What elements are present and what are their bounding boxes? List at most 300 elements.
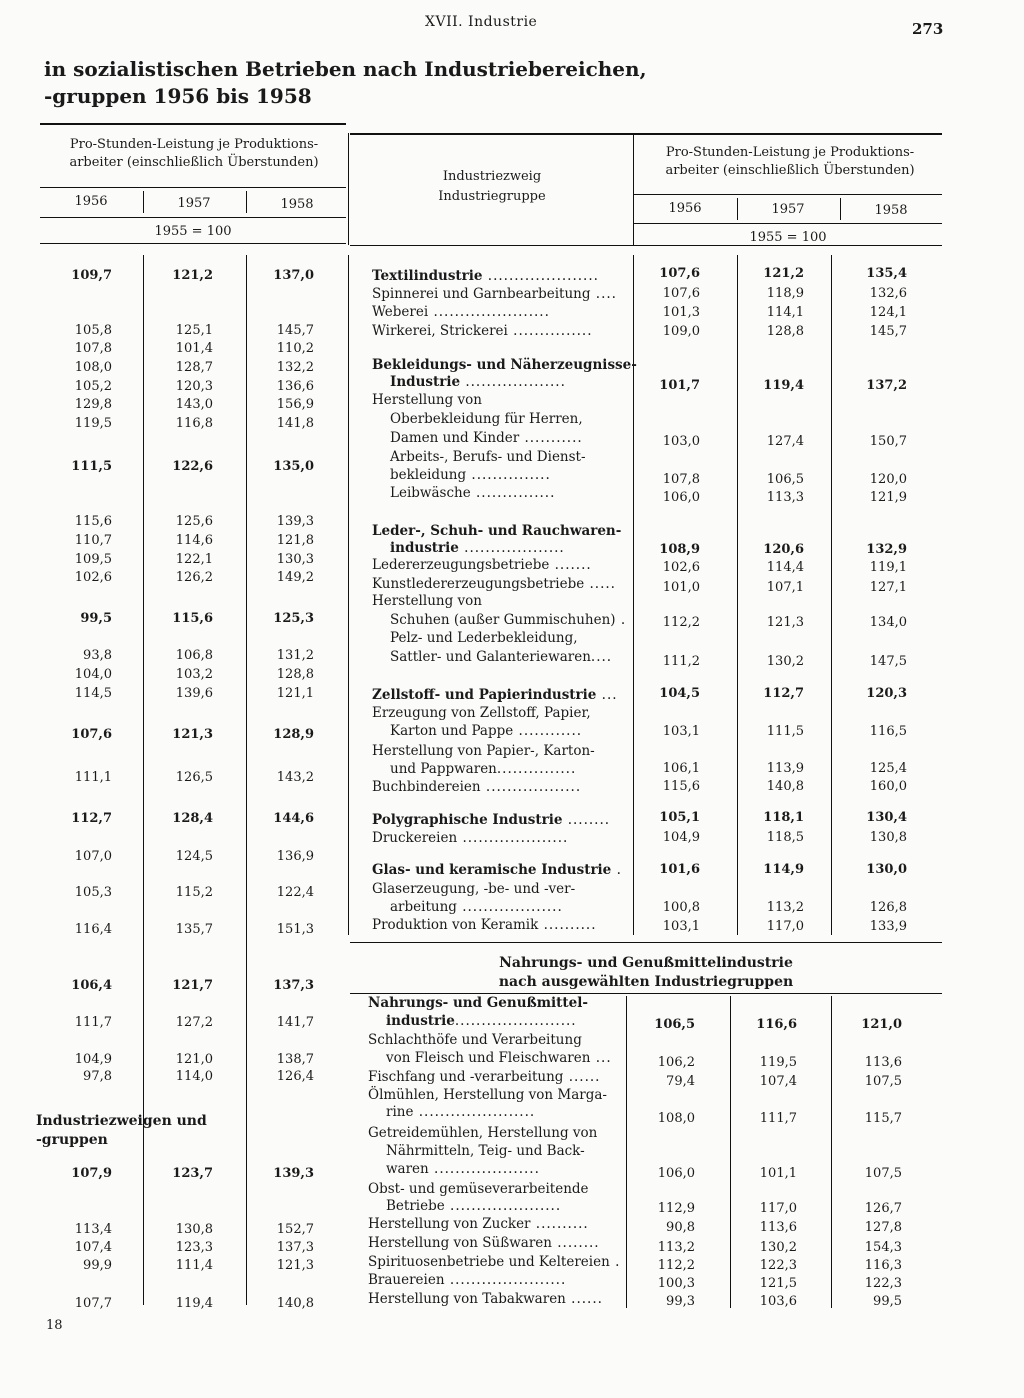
value-cell-1957: 123,7 — [172, 1166, 213, 1181]
value-cell-1956: 102,6 — [74, 570, 112, 585]
food-branch-label — [386, 1013, 577, 1029]
footnote-number: 18 — [46, 1318, 63, 1333]
value-cell-1956: 112,7 — [71, 811, 112, 826]
value-cell-1957: 113,3 — [766, 490, 804, 505]
value-cell-1956: 106,4 — [71, 978, 112, 993]
value-cell-1956: 114,5 — [74, 686, 112, 701]
value-cell-1956: 106,5 — [654, 1017, 695, 1032]
value-cell-1957: 119,5 — [759, 1055, 797, 1070]
left-year-1956: 1956 — [74, 194, 108, 209]
value-cell-1958: 140,8 — [276, 1296, 314, 1311]
value-cell-1957: 122,6 — [172, 459, 213, 474]
value-cell-1957: 114,1 — [766, 305, 804, 320]
leader-dots: .... — [590, 649, 613, 665]
value-cell-1957: 127,4 — [766, 434, 804, 449]
row-label-text: industrie — [386, 1013, 455, 1029]
right-column-heading: Pro-Stunden-Leistung je Produktions- arbeiter (einschließlich Überstunden) — [665, 145, 915, 178]
value-cell-1956: 105,1 — [659, 810, 700, 825]
value-cell-1957: 130,8 — [175, 1222, 213, 1237]
leader-dots: . — [615, 612, 627, 628]
left-base-year: 1955 = 100 — [154, 224, 232, 239]
branch-label — [372, 392, 482, 408]
value-cell-1958: 128,8 — [276, 667, 314, 682]
value-cell-1956: 129,8 — [74, 397, 112, 412]
row-label-text: waren — [386, 1161, 429, 1177]
branch-label — [390, 723, 582, 739]
food-branch-label — [368, 1291, 603, 1307]
branch-label — [390, 630, 578, 646]
value-cell-1958: 156,9 — [276, 397, 314, 412]
value-cell-1958: 130,3 — [276, 552, 314, 567]
value-cell-1958: 116,3 — [864, 1258, 902, 1273]
value-cell-1956: 108,0 — [657, 1111, 695, 1126]
value-cell-1956: 108,0 — [74, 360, 112, 375]
food-divider — [831, 996, 832, 1308]
value-cell-1958: 107,5 — [864, 1074, 902, 1089]
value-cell-1958: 132,2 — [276, 360, 314, 375]
leader-dots: ... — [596, 687, 618, 703]
value-cell-1957: 118,1 — [763, 810, 804, 825]
right-year-divider — [737, 198, 738, 220]
row-label-text: Schuhen (außer Gummischuhen) — [390, 612, 616, 628]
branch-label — [372, 862, 622, 878]
leader-dots: ...................... — [444, 1272, 567, 1288]
value-cell-1957: 125,1 — [175, 323, 213, 338]
value-cell-1957: 115,6 — [172, 611, 213, 626]
row-label-text: Nährmitteln, Teig- und Back- — [386, 1143, 585, 1159]
row-label-text: industrie — [390, 540, 459, 556]
value-cell-1956: 99,3 — [666, 1294, 695, 1309]
value-cell-1956: 99,9 — [83, 1258, 112, 1273]
value-cell-1958: 135,0 — [273, 459, 314, 474]
leader-dots: ........ — [562, 812, 611, 828]
page-title-line2: -gruppen 1956 bis 1958 — [44, 84, 312, 108]
food-branch-label — [386, 1198, 561, 1214]
value-cell-1957: 101,1 — [759, 1166, 797, 1181]
row-label-text: Leder-, Schuh- und Rauchwaren- — [372, 523, 622, 539]
value-cell-1958: 125,3 — [273, 611, 314, 626]
value-cell-1958: 136,6 — [276, 379, 314, 394]
leader-dots: .................. — [480, 779, 582, 795]
left-section-heading-line1: Industriezweigen und — [36, 1113, 207, 1129]
food-heading-rule — [350, 993, 942, 994]
branch-label — [372, 357, 637, 373]
branch-label — [372, 779, 581, 795]
value-cell-1957: 121,3 — [766, 615, 804, 630]
value-cell-1958: 115,7 — [864, 1111, 902, 1126]
food-branch-label — [368, 1087, 607, 1103]
value-cell-1958: 126,7 — [864, 1201, 902, 1216]
value-cell-1956: 107,4 — [74, 1240, 112, 1255]
row-label-text: Textilindustrie — [372, 268, 483, 284]
value-cell-1956: 105,3 — [74, 885, 112, 900]
value-cell-1958: 136,9 — [276, 849, 314, 864]
value-cell-1956: 106,0 — [662, 490, 700, 505]
leader-dots: .................... — [457, 830, 569, 846]
value-cell-1957: 121,0 — [175, 1052, 213, 1067]
value-cell-1956: 115,6 — [662, 779, 700, 794]
branch-label — [390, 430, 583, 446]
value-cell-1957: 113,6 — [759, 1220, 797, 1235]
right-year-1957: 1957 — [771, 202, 805, 217]
row-label-text: Herstellung von Papier-, Karton- — [372, 743, 595, 759]
value-cell-1956: 104,5 — [659, 686, 700, 701]
value-cell-1956: 110,7 — [74, 533, 112, 548]
value-cell-1957: 127,2 — [175, 1015, 213, 1030]
value-cell-1958: 126,4 — [276, 1069, 314, 1084]
food-divider — [626, 996, 627, 1308]
value-cell-1956: 105,2 — [74, 379, 112, 394]
value-cell-1957: 126,5 — [175, 770, 213, 785]
leader-dots: .......... — [538, 917, 597, 933]
right-base-year: 1955 = 100 — [749, 230, 827, 245]
left-header-bottom-rule — [40, 243, 346, 244]
value-cell-1958: 125,4 — [869, 761, 907, 776]
row-label-text: Pelz- und Lederbekleidung, — [390, 630, 578, 646]
value-cell-1956: 79,4 — [666, 1074, 695, 1089]
row-label-text: Wirkerei, Strickerei — [372, 323, 508, 339]
leader-dots: ................... — [458, 540, 565, 556]
value-cell-1957: 117,0 — [766, 919, 804, 934]
row-label-text: Glaserzeugung, -be- und -ver- — [372, 881, 576, 897]
value-cell-1957: 128,7 — [175, 360, 213, 375]
row-label-text: Herstellung von Zucker — [368, 1216, 531, 1232]
value-cell-1958: 122,4 — [276, 885, 314, 900]
value-cell-1956: 107,6 — [659, 266, 700, 281]
value-cell-1957: 106,5 — [766, 472, 804, 487]
right-top-rule — [350, 133, 942, 135]
value-cell-1957: 121,2 — [172, 268, 213, 283]
branch-label — [390, 649, 612, 665]
value-cell-1958: 139,3 — [276, 514, 314, 529]
value-cell-1957: 103,2 — [175, 667, 213, 682]
branch-heading-line2: Industriegruppe — [438, 189, 546, 204]
value-cell-1957: 103,6 — [759, 1294, 797, 1309]
row-label-text: Polygraphische Industrie — [372, 812, 563, 828]
branch-label — [390, 485, 555, 501]
value-cell-1958: 145,7 — [869, 324, 907, 339]
row-label-text: Bekleidungs- und Näherzeugnisse- — [372, 357, 637, 373]
value-cell-1956: 112,2 — [662, 615, 700, 630]
leader-dots: ...... — [565, 1291, 603, 1307]
left-year-1958: 1958 — [280, 197, 314, 212]
page-title-line1: in sozialistischen Betrieben nach Industriebereichen, — [44, 57, 647, 81]
row-label-text: und Pappwaren — [390, 761, 497, 777]
value-cell-1958: 121,9 — [869, 490, 907, 505]
value-cell-1958: 141,7 — [276, 1015, 314, 1030]
value-cell-1957: 107,1 — [766, 580, 804, 595]
value-cell-1956: 107,0 — [74, 849, 112, 864]
row-label-text: Ledererzeugungsbetriebe — [372, 557, 550, 573]
value-cell-1956: 90,8 — [666, 1220, 695, 1235]
value-cell-1956: 112,9 — [657, 1201, 695, 1216]
value-cell-1957: 115,2 — [175, 885, 213, 900]
food-branch-label — [368, 1125, 597, 1141]
row-label-text: Damen und Kinder — [390, 430, 520, 446]
left-top-rule — [40, 123, 346, 125]
value-cell-1958: 152,7 — [276, 1222, 314, 1237]
value-cell-1957: 124,5 — [175, 849, 213, 864]
leader-dots: ...................... — [413, 1104, 536, 1120]
value-cell-1956: 104,9 — [662, 830, 700, 845]
leader-dots: .................... — [428, 1161, 540, 1177]
value-cell-1956: 101,6 — [659, 862, 700, 877]
value-cell-1958: 126,8 — [869, 900, 907, 915]
value-cell-1958: 116,5 — [869, 724, 907, 739]
branch-label — [372, 523, 621, 539]
branch-label — [372, 705, 591, 721]
value-cell-1957: 107,4 — [759, 1074, 797, 1089]
right-branch-divider — [633, 133, 634, 245]
value-cell-1957: 111,7 — [759, 1111, 797, 1126]
value-cell-1958: 132,6 — [869, 286, 907, 301]
value-cell-1957: 111,5 — [766, 724, 804, 739]
value-cell-1958: 127,8 — [864, 1220, 902, 1235]
value-cell-1957: 113,9 — [766, 761, 804, 776]
value-cell-1956: 101,0 — [662, 580, 700, 595]
value-cell-1957: 113,2 — [766, 900, 804, 915]
leader-dots: ..................... — [444, 1198, 562, 1214]
food-branch-label — [368, 1272, 566, 1288]
leader-dots: .... — [590, 286, 617, 302]
leader-dots: ... — [590, 1050, 612, 1066]
leader-dots: ..... — [584, 576, 616, 592]
value-cell-1957: 121,7 — [172, 978, 213, 993]
value-cell-1957: 112,7 — [763, 686, 804, 701]
row-label-text: Herstellung von Süßwaren — [368, 1235, 552, 1251]
value-cell-1958: 113,6 — [864, 1055, 902, 1070]
left-year-divider — [246, 191, 247, 213]
value-cell-1958: 121,8 — [276, 533, 314, 548]
branch-label — [390, 467, 551, 483]
value-cell-1958: 138,7 — [276, 1052, 314, 1067]
value-cell-1958: 131,2 — [276, 648, 314, 663]
branch-label — [372, 286, 617, 302]
value-cell-1958: 132,9 — [866, 542, 907, 557]
branch-label — [390, 612, 626, 628]
food-branch-label — [386, 1143, 585, 1159]
leader-dots: ...... — [563, 1069, 601, 1085]
value-cell-1957: 135,7 — [175, 922, 213, 937]
value-cell-1956: 107,8 — [662, 472, 700, 487]
value-cell-1957: 114,6 — [175, 533, 213, 548]
row-label-text: Fischfang und -verarbeitung — [368, 1069, 564, 1085]
value-cell-1958: 143,2 — [276, 770, 314, 785]
value-cell-1957: 111,4 — [175, 1258, 213, 1273]
value-cell-1958: 137,0 — [273, 268, 314, 283]
value-cell-1956: 101,7 — [659, 378, 700, 393]
left-col-divider — [143, 255, 144, 1305]
branch-label — [372, 812, 610, 828]
value-cell-1956: 104,0 — [74, 667, 112, 682]
value-cell-1957: 122,3 — [759, 1258, 797, 1273]
value-cell-1958: 130,8 — [869, 830, 907, 845]
left-column-heading: Pro-Stunden-Leistung je Produktions- arbeiter (einschließlich Überstunden) — [69, 137, 319, 170]
value-cell-1956: 109,0 — [662, 324, 700, 339]
value-cell-1958: 130,0 — [866, 862, 907, 877]
leader-dots: .......... — [530, 1216, 589, 1232]
row-label-text: Herstellung von — [372, 392, 482, 408]
value-cell-1957: 119,4 — [763, 378, 804, 393]
row-label-text: Spinnerei und Garnbearbeitung — [372, 286, 591, 302]
value-cell-1957: 114,4 — [766, 560, 804, 575]
value-cell-1957: 120,6 — [763, 542, 804, 557]
leader-dots: ............... — [496, 761, 577, 777]
value-cell-1958: 121,0 — [861, 1017, 902, 1032]
food-branch-label — [386, 1104, 535, 1120]
leader-dots: ................... — [456, 899, 563, 915]
row-label-text: Getreidemühlen, Herstellung von — [368, 1125, 598, 1141]
right-header-bottom-rule — [350, 245, 942, 246]
value-cell-1957: 101,4 — [175, 341, 213, 356]
value-cell-1956: 107,6 — [71, 727, 112, 742]
row-label-text: Produktion von Keramik — [372, 917, 539, 933]
value-cell-1957: 121,3 — [172, 727, 213, 742]
row-label-text: rine — [386, 1104, 414, 1120]
value-cell-1956: 109,5 — [74, 552, 112, 567]
value-cell-1956: 101,3 — [662, 305, 700, 320]
row-label-text: Herstellung von — [372, 593, 482, 609]
branch-label — [372, 593, 482, 609]
right-year-divider — [840, 198, 841, 220]
value-cell-1958: 147,5 — [869, 654, 907, 669]
value-cell-1956: 104,9 — [74, 1052, 112, 1067]
value-cell-1958: 128,9 — [273, 727, 314, 742]
branch-label — [372, 743, 595, 759]
row-label-text: Karton und Pappe — [390, 723, 514, 739]
value-cell-1957: 126,2 — [175, 570, 213, 585]
value-cell-1956: 106,2 — [657, 1055, 695, 1070]
food-branch-label — [368, 1069, 600, 1085]
value-cell-1958: 133,9 — [869, 919, 907, 934]
food-branch-label — [368, 1032, 582, 1048]
row-label-text: Industrie — [390, 374, 461, 390]
value-cell-1957: 120,3 — [175, 379, 213, 394]
right-body-divider — [831, 255, 832, 935]
value-cell-1958: 124,1 — [869, 305, 907, 320]
row-label-text: arbeitung — [390, 899, 457, 915]
value-cell-1958: 110,2 — [276, 341, 314, 356]
value-cell-1956: 100,3 — [657, 1276, 695, 1291]
leader-dots: ...................... — [428, 304, 550, 320]
value-cell-1956: 113,2 — [657, 1240, 695, 1255]
food-branch-label — [368, 1254, 620, 1270]
row-label-text: Arbeits-, Berufs- und Dienst- — [390, 449, 586, 465]
value-cell-1957: 130,2 — [766, 654, 804, 669]
row-label-text: Sattler- und Galanteriewaren — [390, 649, 591, 665]
value-cell-1957: 116,8 — [175, 416, 213, 431]
value-cell-1958: 144,6 — [273, 811, 314, 826]
row-label-text: von Fleisch und Fleischwaren — [386, 1050, 591, 1066]
leader-dots: ............ — [513, 723, 583, 739]
row-label-text: Brauereien — [368, 1272, 445, 1288]
value-cell-1958: 119,1 — [869, 560, 907, 575]
value-cell-1958: 127,1 — [869, 580, 907, 595]
right-left-border — [348, 133, 349, 245]
value-cell-1958: 137,3 — [276, 1240, 314, 1255]
food-branch-label — [368, 995, 588, 1011]
value-cell-1958: 141,8 — [276, 416, 314, 431]
branch-label — [390, 374, 566, 390]
row-label-text: Ölmühlen, Herstellung von Marga- — [368, 1087, 607, 1103]
branch-label — [390, 449, 586, 465]
value-cell-1957: 114,9 — [763, 862, 804, 877]
value-cell-1958: 160,0 — [869, 779, 907, 794]
value-cell-1957: 128,8 — [766, 324, 804, 339]
row-label-text: Kunstledererzeugungsbetriebe — [372, 576, 585, 592]
left-section-heading-line2: -gruppen — [36, 1132, 108, 1148]
food-divider — [730, 996, 731, 1308]
food-branch-label — [368, 1235, 600, 1251]
value-cell-1956: 103,1 — [662, 724, 700, 739]
value-cell-1957: 118,9 — [766, 286, 804, 301]
value-cell-1956: 115,6 — [74, 514, 112, 529]
value-cell-1956: 97,8 — [83, 1069, 112, 1084]
value-cell-1956: 107,6 — [662, 286, 700, 301]
value-cell-1957: 121,5 — [759, 1276, 797, 1291]
value-cell-1957: 114,0 — [175, 1069, 213, 1084]
value-cell-1956: 119,5 — [74, 416, 112, 431]
value-cell-1957: 122,1 — [175, 552, 213, 567]
leader-dots: ........... — [519, 430, 583, 446]
row-label-text: Weberei — [372, 304, 429, 320]
value-cell-1958: 107,5 — [864, 1166, 902, 1181]
row-label-text: Nahrungs- und Genußmittel- — [368, 995, 588, 1011]
value-cell-1958: 121,1 — [276, 686, 314, 701]
branch-label — [372, 304, 550, 320]
value-cell-1956: 99,5 — [80, 611, 112, 626]
row-label-text: Druckereien — [372, 830, 458, 846]
branch-label — [390, 411, 583, 427]
value-cell-1957: 118,5 — [766, 830, 804, 845]
value-cell-1958: 99,5 — [873, 1294, 902, 1309]
leader-dots: ..................... — [482, 268, 599, 284]
value-cell-1957: 117,0 — [759, 1201, 797, 1216]
value-cell-1957: 128,4 — [172, 811, 213, 826]
branch-label — [372, 268, 599, 284]
value-cell-1957: 125,6 — [175, 514, 213, 529]
value-cell-1957: 130,2 — [759, 1240, 797, 1255]
value-cell-1956: 111,5 — [71, 459, 112, 474]
left-year-1957: 1957 — [177, 196, 211, 211]
value-cell-1957: 139,6 — [175, 686, 213, 701]
value-cell-1956: 106,1 — [662, 761, 700, 776]
food-heading-line1: Nahrungs- und Genußmittelindustrie — [499, 955, 793, 971]
leader-dots: . — [609, 1254, 621, 1270]
value-cell-1956: 109,7 — [71, 268, 112, 283]
branch-label — [372, 557, 592, 573]
value-cell-1957: 140,8 — [766, 779, 804, 794]
food-branch-label — [368, 1181, 589, 1197]
food-branch-label — [386, 1050, 612, 1066]
value-cell-1958: 134,0 — [869, 615, 907, 630]
branch-label — [372, 917, 597, 933]
branch-label — [372, 323, 593, 339]
value-cell-1958: 137,2 — [866, 378, 907, 393]
right-body-left-border — [348, 255, 349, 935]
value-cell-1956: 116,4 — [74, 922, 112, 937]
value-cell-1956: 113,4 — [74, 1222, 112, 1237]
right-heading-rule — [634, 194, 942, 195]
value-cell-1958: 137,3 — [273, 978, 314, 993]
branch-label — [372, 830, 568, 846]
branch-label — [372, 881, 575, 897]
leader-dots: ............... — [470, 485, 556, 501]
row-label-text: Leibwäsche — [390, 485, 471, 501]
right-year-1958: 1958 — [874, 203, 908, 218]
row-label-text: Schlachthöfe und Verarbeitung — [368, 1032, 582, 1048]
value-cell-1956: 107,9 — [71, 1166, 112, 1181]
